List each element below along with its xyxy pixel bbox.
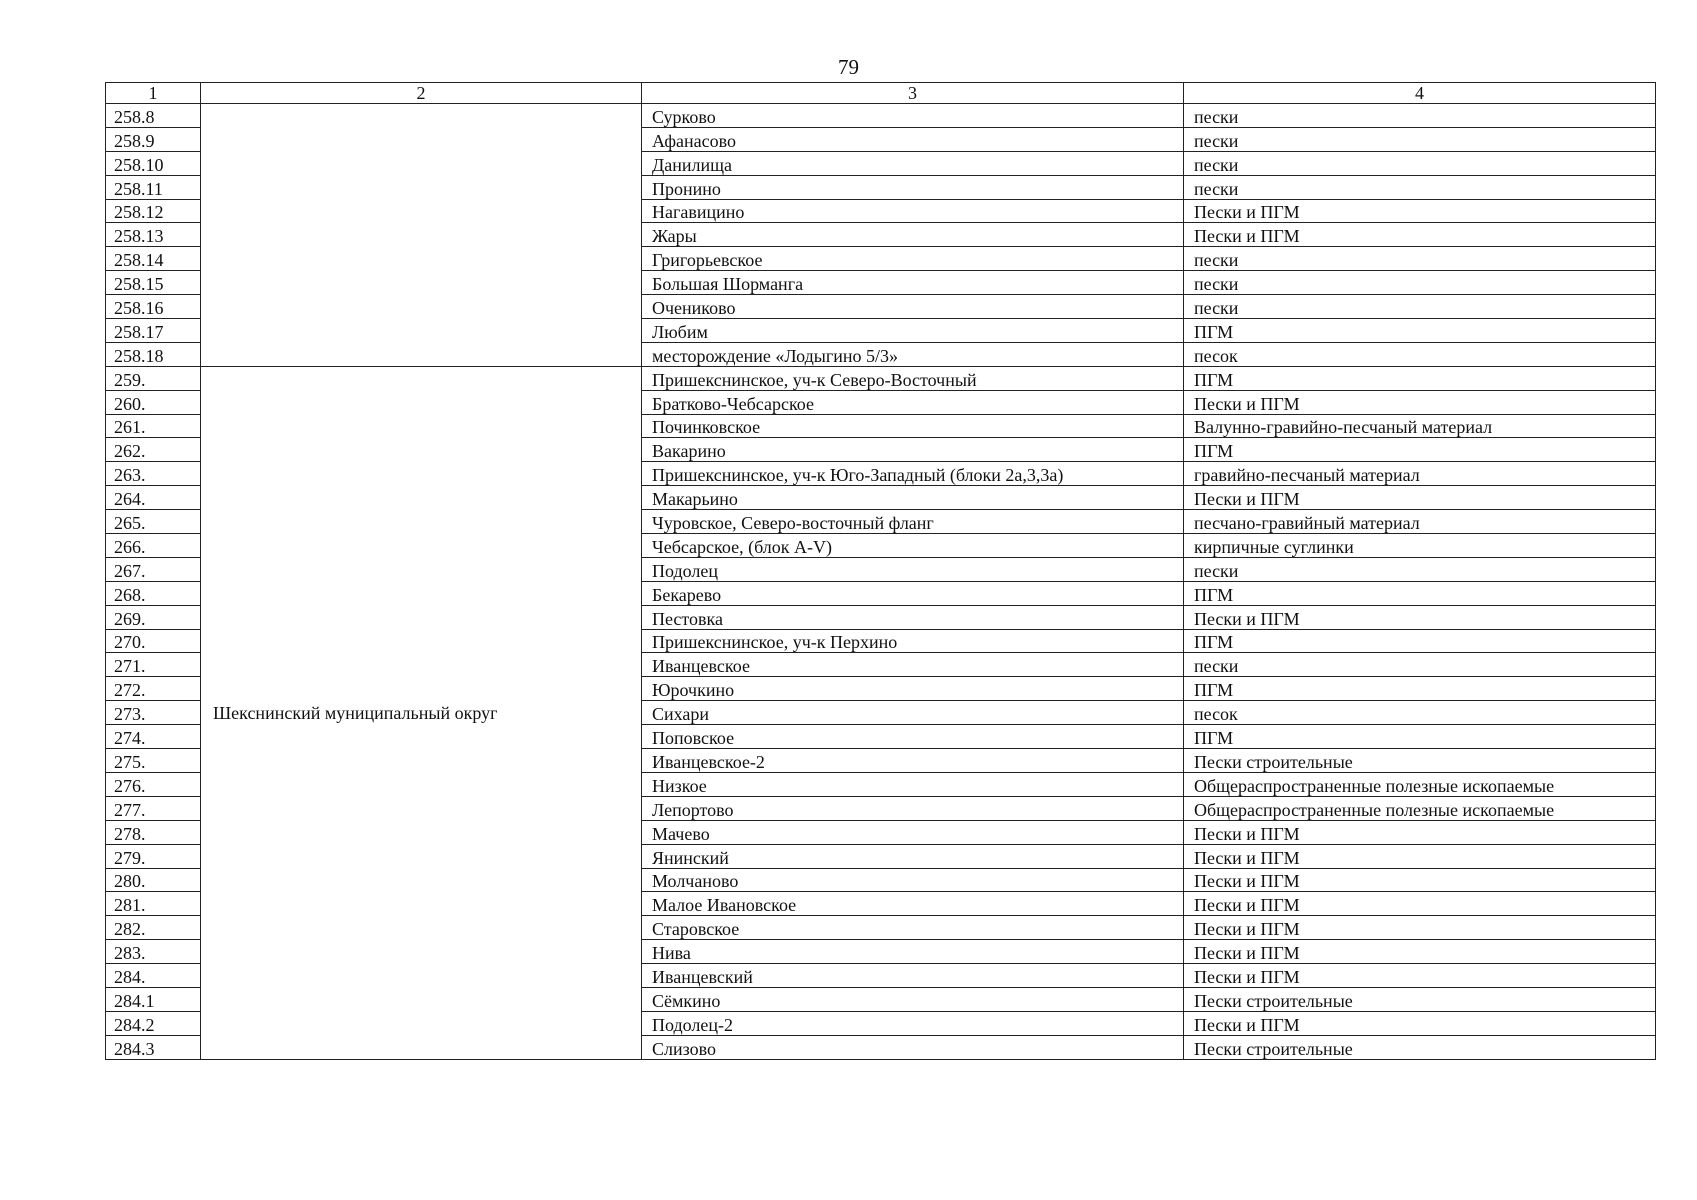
row-number: 275. xyxy=(106,749,201,773)
deposit-name: Григорьевское xyxy=(642,247,1184,271)
row-number: 281. xyxy=(106,892,201,916)
row-number: 264. xyxy=(106,486,201,510)
deposit-name: Бекарево xyxy=(642,581,1184,605)
mineral-type: пески xyxy=(1184,151,1656,175)
table-body xyxy=(106,104,1656,1060)
deposit-name: Афанасово xyxy=(642,127,1184,151)
mineral-type: Пески и ПГМ xyxy=(1184,223,1656,247)
row-number: 261. xyxy=(106,414,201,438)
deposit-name: Пришекснинское, уч-к Северо-Восточный xyxy=(642,366,1184,390)
deposit-name: Сихари xyxy=(642,701,1184,725)
row-number: 258.15 xyxy=(106,271,201,295)
mineral-type: песок xyxy=(1184,701,1656,725)
deposit-name: Пришекснинское, уч-к Перхино xyxy=(642,629,1184,653)
deposit-name: Пришекснинское, уч-к Юго-Западный (блоки 2а,3,3а) xyxy=(642,462,1184,486)
header-col-2: 2 xyxy=(201,83,642,104)
row-number: 259. xyxy=(106,366,201,390)
row-number: 258.17 xyxy=(106,319,201,343)
mineral-type: Валунно-гравийно-песчаный материал xyxy=(1184,414,1656,438)
row-number: 273. xyxy=(106,701,201,725)
row-number: 258.8 xyxy=(106,104,201,128)
mineral-type: Общераспространенные полезные ископаемые xyxy=(1184,796,1656,820)
row-number: 258.16 xyxy=(106,295,201,319)
mineral-type: ПГМ xyxy=(1184,581,1656,605)
deposit-name: Малое Ивановское xyxy=(642,892,1184,916)
mineral-type: пески xyxy=(1184,653,1656,677)
mineral-type: Пески и ПГМ xyxy=(1184,605,1656,629)
deposit-name: Иванцевское xyxy=(642,653,1184,677)
row-number: 277. xyxy=(106,796,201,820)
deposit-name: Братково-Чебсарское xyxy=(642,390,1184,414)
mineral-type: пески xyxy=(1184,104,1656,128)
mineral-type: Общераспространенные полезные ископаемые xyxy=(1184,772,1656,796)
row-number: 258.12 xyxy=(106,199,201,223)
deposit-name: Любим xyxy=(642,319,1184,343)
deposit-name: Нагавицино xyxy=(642,199,1184,223)
row-number: 258.14 xyxy=(106,247,201,271)
mineral-type: ПГМ xyxy=(1184,629,1656,653)
mineral-type: кирпичные суглинки xyxy=(1184,534,1656,558)
row-number: 265. xyxy=(106,510,201,534)
deposits-table xyxy=(105,82,1656,1060)
mineral-type: Пески строительные xyxy=(1184,749,1656,773)
deposit-name: Молчаново xyxy=(642,868,1184,892)
mineral-type: пески xyxy=(1184,127,1656,151)
mineral-type: пески xyxy=(1184,557,1656,581)
row-number: 267. xyxy=(106,557,201,581)
deposit-name: Сурково xyxy=(642,104,1184,128)
row-number: 282. xyxy=(106,916,201,940)
deposit-name: Иванцевский xyxy=(642,964,1184,988)
deposit-name: Подолец-2 xyxy=(642,1011,1184,1035)
mineral-type: Пески и ПГМ xyxy=(1184,844,1656,868)
district-cell: Шекснинский муниципальный округ xyxy=(201,366,642,1059)
row-number: 280. xyxy=(106,868,201,892)
deposit-name: Вакарино xyxy=(642,438,1184,462)
deposit-name: Большая Шорманга xyxy=(642,271,1184,295)
deposit-name: месторождение «Лодыгино 5/3» xyxy=(642,342,1184,366)
mineral-type: песок xyxy=(1184,342,1656,366)
mineral-type: Пески и ПГМ xyxy=(1184,199,1656,223)
mineral-type: ПГМ xyxy=(1184,438,1656,462)
row-number: 258.13 xyxy=(106,223,201,247)
header-col-3: 3 xyxy=(642,83,1184,104)
deposit-name: Данилища xyxy=(642,151,1184,175)
deposit-name: Янинский xyxy=(642,844,1184,868)
row-number: 279. xyxy=(106,844,201,868)
row-number: 283. xyxy=(106,940,201,964)
row-number: 284.1 xyxy=(106,987,201,1011)
mineral-type: ПГМ xyxy=(1184,677,1656,701)
row-number: 272. xyxy=(106,677,201,701)
district-cell xyxy=(201,104,642,367)
mineral-type: пески xyxy=(1184,175,1656,199)
row-number: 260. xyxy=(106,390,201,414)
row-number: 263. xyxy=(106,462,201,486)
mineral-type: пески xyxy=(1184,247,1656,271)
deposit-name: Юрочкино xyxy=(642,677,1184,701)
deposit-name: Макарьино xyxy=(642,486,1184,510)
mineral-type: ПГМ xyxy=(1184,366,1656,390)
deposit-name: Сёмкино xyxy=(642,987,1184,1011)
mineral-type: Пески и ПГМ xyxy=(1184,1011,1656,1035)
mineral-type: Пески и ПГМ xyxy=(1184,964,1656,988)
deposit-name: Нива xyxy=(642,940,1184,964)
deposit-name: Чебсарское, (блок A-V) xyxy=(642,534,1184,558)
mineral-type: Пески и ПГМ xyxy=(1184,486,1656,510)
row-number: 262. xyxy=(106,438,201,462)
mineral-type: пески xyxy=(1184,271,1656,295)
row-number: 284. xyxy=(106,964,201,988)
deposit-name: Старовское xyxy=(642,916,1184,940)
table-row xyxy=(106,104,1656,128)
row-number: 258.10 xyxy=(106,151,201,175)
row-number: 284.3 xyxy=(106,1035,201,1059)
mineral-type: Пески и ПГМ xyxy=(1184,940,1656,964)
header-col-1: 1 xyxy=(106,83,201,104)
mineral-type: Пески и ПГМ xyxy=(1184,916,1656,940)
row-number: 258.11 xyxy=(106,175,201,199)
mineral-type: Пески строительные xyxy=(1184,987,1656,1011)
row-number: 276. xyxy=(106,772,201,796)
deposit-name: Подолец xyxy=(642,557,1184,581)
table-header xyxy=(106,83,1656,104)
mineral-type: Пески строительные xyxy=(1184,1035,1656,1059)
deposit-name: Низкое xyxy=(642,772,1184,796)
deposit-name: Починковское xyxy=(642,414,1184,438)
row-number: 278. xyxy=(106,820,201,844)
mineral-type: Пески и ПГМ xyxy=(1184,892,1656,916)
deposit-name: Лепортово xyxy=(642,796,1184,820)
row-number: 274. xyxy=(106,725,201,749)
mineral-type: Пески и ПГМ xyxy=(1184,820,1656,844)
row-number: 258.9 xyxy=(106,127,201,151)
deposit-name: Пронино xyxy=(642,175,1184,199)
row-number: 266. xyxy=(106,534,201,558)
row-number: 268. xyxy=(106,581,201,605)
row-number: 284.2 xyxy=(106,1011,201,1035)
row-number: 271. xyxy=(106,653,201,677)
header-row xyxy=(106,83,1656,104)
mineral-type: песчано-гравийный материал xyxy=(1184,510,1656,534)
row-number: 270. xyxy=(106,629,201,653)
deposit-name: Очениково xyxy=(642,295,1184,319)
table-row xyxy=(106,366,1656,390)
deposit-name: Мачево xyxy=(642,820,1184,844)
deposit-name: Слизово xyxy=(642,1035,1184,1059)
deposit-name: Пестовка xyxy=(642,605,1184,629)
deposit-name: Чуровское, Северо-восточный фланг xyxy=(642,510,1184,534)
deposit-name: Жары xyxy=(642,223,1184,247)
mineral-type: ПГМ xyxy=(1184,725,1656,749)
row-number: 258.18 xyxy=(106,342,201,366)
mineral-type: пески xyxy=(1184,295,1656,319)
mineral-type: Пески и ПГМ xyxy=(1184,868,1656,892)
row-number: 269. xyxy=(106,605,201,629)
mineral-type: гравийно-песчаный материал xyxy=(1184,462,1656,486)
mineral-type: ПГМ xyxy=(1184,319,1656,343)
deposit-name: Поповское xyxy=(642,725,1184,749)
deposit-name: Иванцевское-2 xyxy=(642,749,1184,773)
page-number: 79 xyxy=(838,55,859,79)
header-col-4: 4 xyxy=(1184,83,1656,104)
mineral-type: Пески и ПГМ xyxy=(1184,390,1656,414)
